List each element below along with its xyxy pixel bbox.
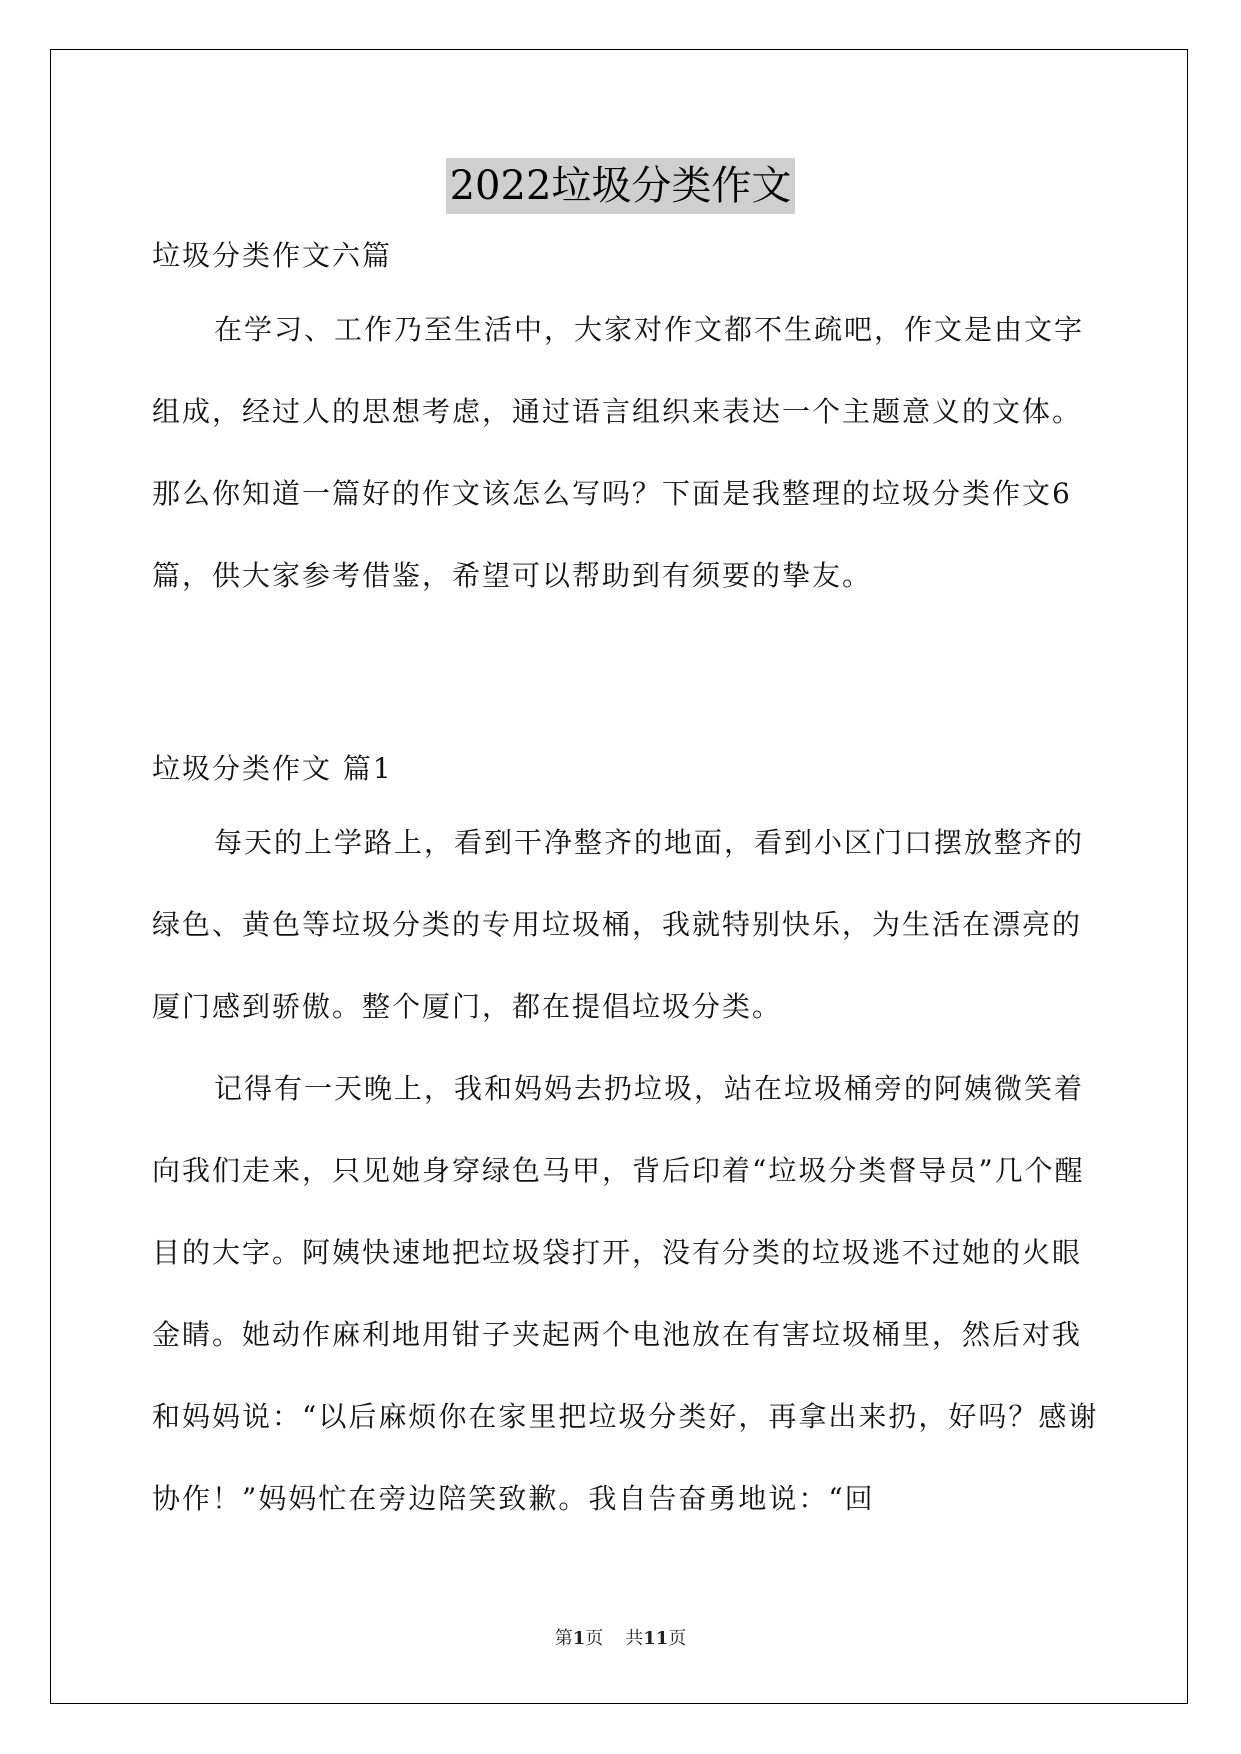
footer-page-suffix: 页	[585, 1628, 604, 1649]
footer-total-pages: 11	[643, 1628, 669, 1649]
footer-total-prefix: 共	[625, 1628, 644, 1649]
title-container	[0, 158, 1241, 214]
section-heading: 垃圾分类作文 篇1	[152, 752, 393, 785]
document-subtitle: 垃圾分类作文六篇	[152, 239, 393, 272]
page-footer	[0, 1624, 1241, 1650]
section-paragraph-2: 记得有一天晚上，我和妈妈去扔垃圾，站在垃圾桶旁的阿姨微笑着向我们走来，只见她身穿绿色马甲，背后印着“垃圾分类督导员”几个醒目的大字。阿姨快速地把垃圾袋打开，没有分类的垃圾逃不过她的火眼金睛。她动作麻利地用钳子夹起两个电池放在有害垃圾桶里，然后对我和妈妈说：“以后麻烦你在家里把垃圾分类好，再拿出来扔，好吗？感谢协作！”妈妈忙在旁边陪笑致歉。我自告奋勇地说：“回	[152, 1072, 1099, 1515]
footer-total-suffix: 页	[668, 1628, 687, 1649]
intro-paragraph: 在学习、工作乃至生活中，大家对作文都不生疏吧，作文是由文字组成，经过人的思想考虑，通过语言组织来表达一个主题意义的文体。那么你知道一篇好的作文该怎么写吗？下面是我整理的垃圾分类作文6篇，供大家参考借鉴，希望可以帮助到有须要的挚友。	[152, 313, 1085, 592]
document-title: 2022垃圾分类作文	[446, 158, 796, 214]
footer-page-number: 1	[572, 1628, 586, 1649]
section-paragraph-1: 每天的上学路上，看到干净整齐的地面，看到小区门口摆放整齐的绿色、黄色等垃圾分类的专用垃圾桶，我就特别快乐，为生活在漂亮的厦门感到骄傲。整个厦门，都在提倡垃圾分类。	[152, 826, 1085, 1023]
footer-page-prefix: 第	[554, 1628, 573, 1649]
